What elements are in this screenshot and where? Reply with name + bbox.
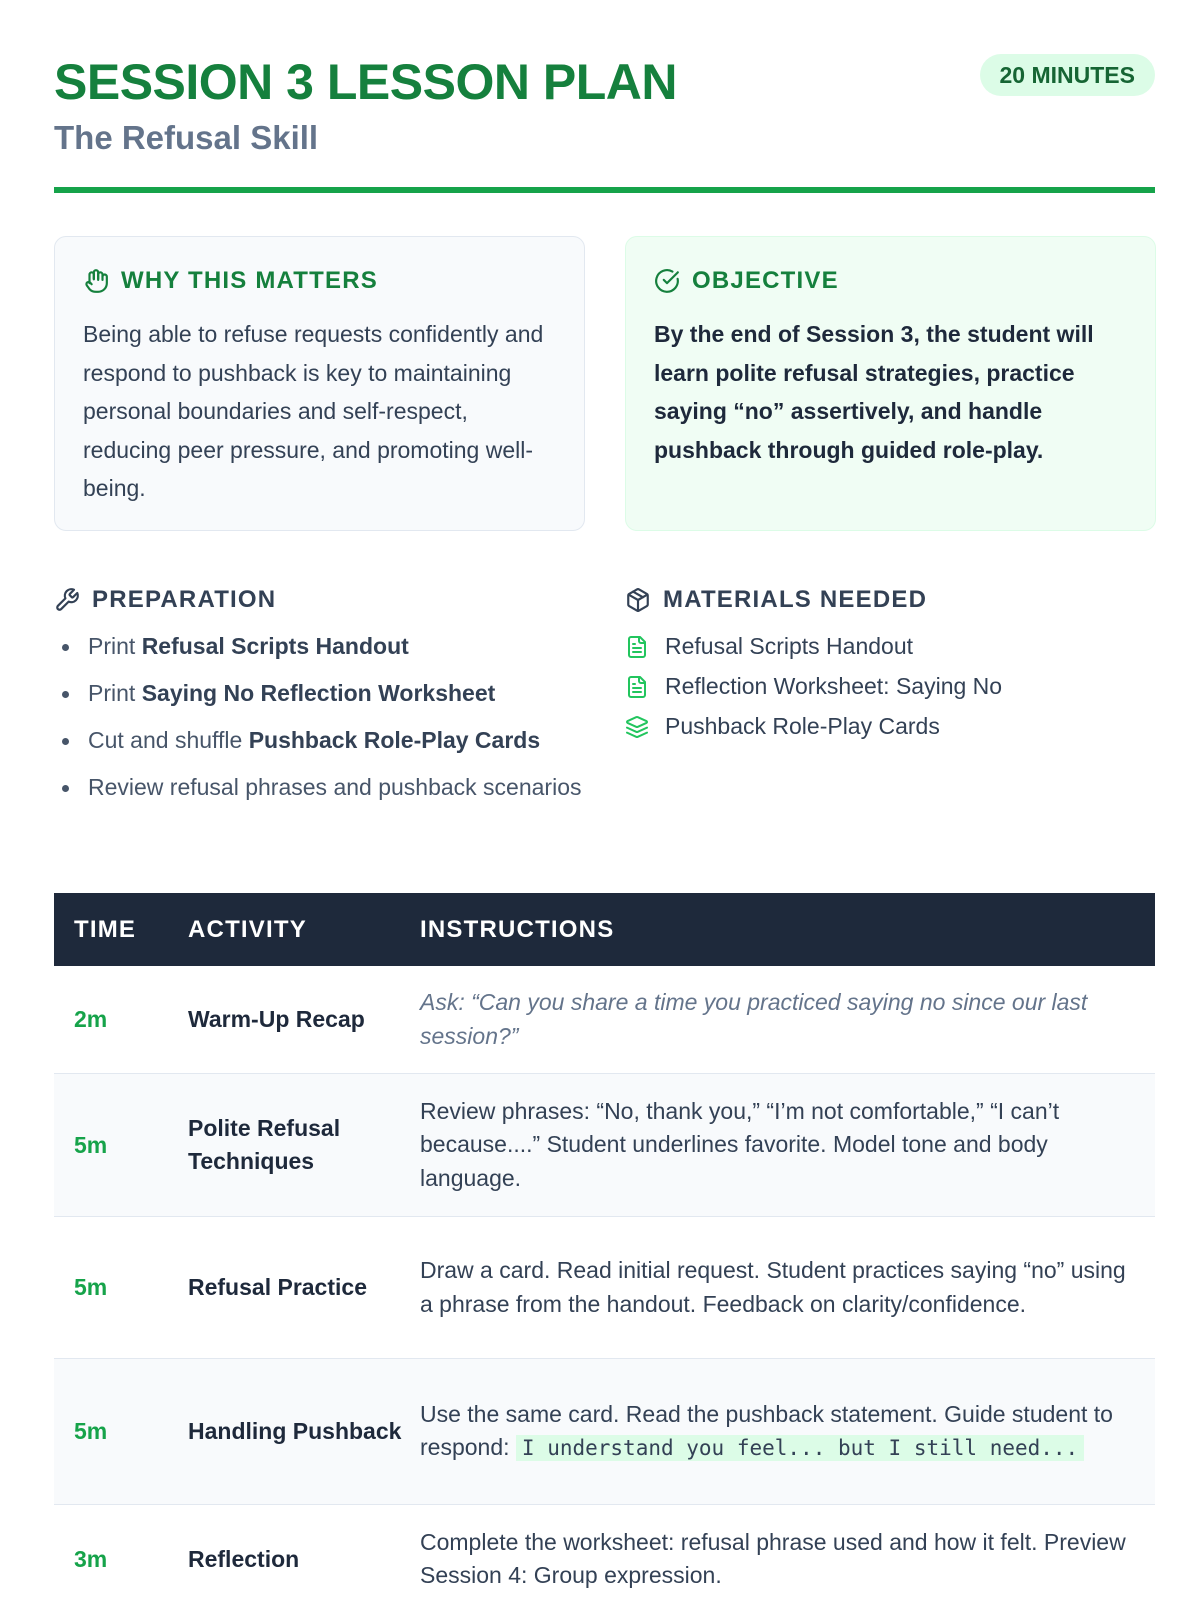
row-activity: Handling Pushback <box>188 1418 402 1444</box>
page-subtitle: The Refusal Skill <box>54 119 319 156</box>
objective-heading: OBJECTIVE <box>692 267 839 294</box>
table-header <box>54 893 1155 966</box>
preparation-section <box>54 584 585 818</box>
row-instructions: Use the same card. Read the pushback statement. Guide student to respond: I understand you feel... but I still need... <box>420 1400 1113 1460</box>
page-title: SESSION 3 LESSON PLAN <box>54 54 677 110</box>
header-divider <box>54 187 1155 193</box>
row-activity: Polite Refusal Techniques <box>188 1115 341 1174</box>
lesson-plan-page <box>54 0 1155 1600</box>
document-icon <box>625 634 649 660</box>
table-row <box>54 966 1155 1074</box>
wrench-icon <box>54 587 80 613</box>
table-row <box>54 1074 1155 1217</box>
row-instructions: Review phrases: “No, thank you,” “I’m not comfortable,” “I can’t because....” Student underlines favorite. Model tone and body language. <box>420 1097 1060 1191</box>
column-header-activity: ACTIVITY <box>188 915 307 943</box>
materials-list <box>625 630 1156 743</box>
materials-section <box>625 584 1156 750</box>
row-time: 5m <box>74 1274 108 1300</box>
list-item: Print Refusal Scripts Handout <box>54 630 585 663</box>
response-template-code: I understand you feel... but I still need... <box>516 1435 1084 1461</box>
preparation-heading: PREPARATION <box>92 586 277 613</box>
row-time: 5m <box>74 1418 108 1444</box>
row-time: 3m <box>74 1545 108 1572</box>
list-item: Cut and shuffle Pushback Role-Play Cards <box>54 724 585 757</box>
list-item: Review refusal phrases and pushback scenarios <box>54 771 585 804</box>
table-row <box>54 1217 1155 1359</box>
table-row <box>54 1359 1155 1505</box>
row-activity: Refusal Practice <box>188 1274 367 1300</box>
column-header-time: TIME <box>74 915 137 943</box>
row-time: 5m <box>74 1131 108 1158</box>
objective-card <box>625 236 1156 531</box>
schedule-table <box>54 893 1155 1600</box>
row-activity: Warm-Up Recap <box>188 1006 365 1032</box>
check-circle-icon <box>654 268 680 294</box>
package-icon <box>625 587 651 613</box>
list-item: Reflection Worksheet: Saying No <box>625 670 1156 703</box>
row-instructions: Draw a card. Read initial request. Student practices saying “no” using a phrase from the handout. Feedback on clarity/confidence. <box>420 1257 1126 1317</box>
document-icon <box>625 674 649 700</box>
preparation-list <box>54 630 585 804</box>
objective-body: By the end of Session 3, the student will learn polite refusal strategies, practice saying “no” assertively, and handle pushback through guided role-play. <box>654 321 1094 463</box>
row-time: 2m <box>74 1006 108 1032</box>
list-item: Refusal Scripts Handout <box>625 630 1156 663</box>
duration-badge: 20 MINUTES <box>980 54 1155 96</box>
row-instructions: Ask: “Can you share a time you practiced saying no since our last session?” <box>420 989 1088 1049</box>
row-activity: Reflection <box>188 1545 300 1572</box>
header <box>54 52 1155 192</box>
column-header-instructions: INSTRUCTIONS <box>420 915 615 943</box>
why-this-matters-card <box>54 236 585 531</box>
layers-icon <box>625 714 649 740</box>
list-item: Print Saying No Reflection Worksheet <box>54 677 585 710</box>
why-body: Being able to refuse requests confidently and respond to pushback is key to maintaining personal boundaries and self-respect, reducing peer pressure, and promoting well-being. <box>83 321 544 501</box>
table-row <box>54 1505 1155 1600</box>
why-heading: WHY THIS MATTERS <box>121 267 378 294</box>
row-instructions: Complete the worksheet: refusal phrase used and how it felt. Preview Session 4: Group expression. <box>420 1528 1126 1588</box>
list-item: Pushback Role-Play Cards <box>625 710 1156 743</box>
materials-heading: MATERIALS NEEDED <box>663 586 928 613</box>
raised-hand-icon <box>83 268 109 294</box>
